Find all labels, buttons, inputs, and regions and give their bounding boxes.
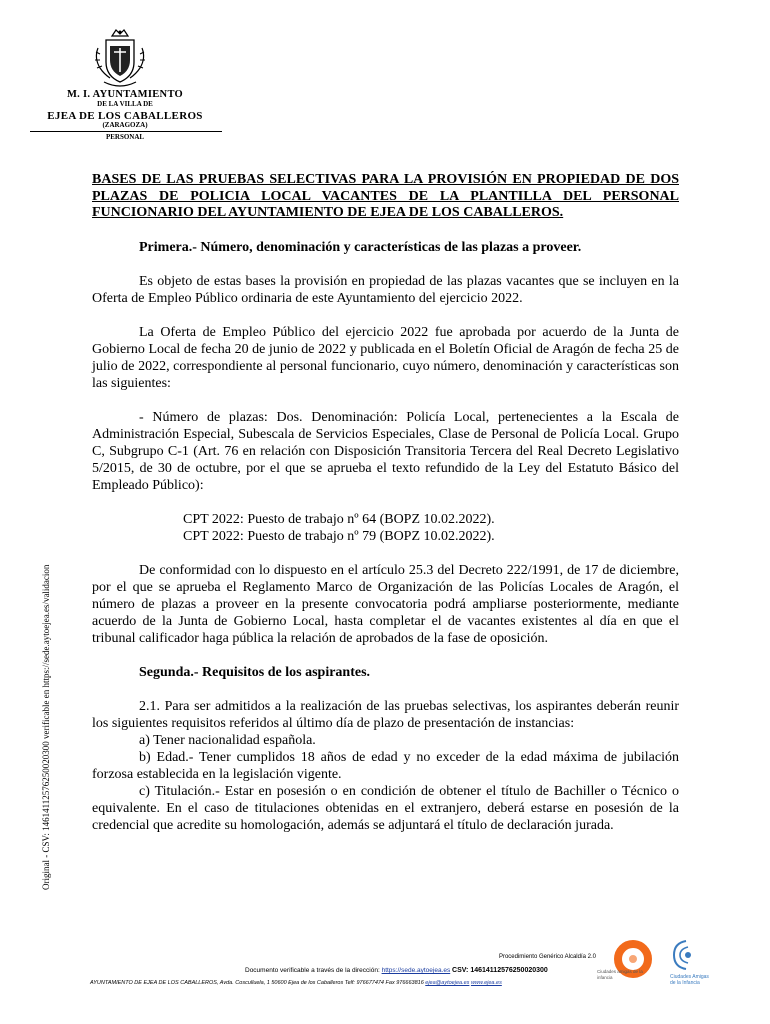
requirement-item: b) Edad.- Tener cumplidos 18 años de edad y no exceder de la edad máxima de jubilación forzosa establecida en la legislación vigente. (92, 749, 679, 782)
paragraph: La Oferta de Empleo Público del ejercicio 2022 fue aprobada por acuerdo de la Junta de Gobierno Local de fecha 20 de junio de 2022 y publicada en el Boletín Oficial de Aragón de fecha 25 de julio de 2022, correspondiente al personal funcionario, cuyo número, denominación y características son las siguientes: (92, 324, 679, 391)
footer-address (90, 980, 502, 986)
logo2-label: Ciudades Amigas de la Infancia (670, 974, 709, 986)
paragraph: Es objeto de estas bases la provisión en propiedad de las plazas vacantes que se incluyen en la Oferta de Empleo Público ordinaria de este Ayuntamiento del ejercicio 2022. (92, 273, 679, 306)
verify-prefix: Documento verificable a través de la dirección: (245, 967, 380, 974)
requirement-item: c) Titulación.- Estar en posesión o en condición de obtener el título de Bachiller o Técnico o equivalente. En el caso de titulaciones obtenidas en el extranjero, deberá estarse en posesión de la credencial que acredite su homologación, además se adjuntará el título de declaración jurada. (92, 783, 679, 833)
section-heading-segunda (92, 664, 679, 681)
address-text: AYUNTAMIENTO DE EJEA DE LOS CABALLEROS, Avda. Cosculluela, 1 50600 Ejea de los Caballeros Telf: 976677474 Fax 976663816 (90, 980, 424, 986)
department-label: PERSONAL (105, 133, 145, 141)
org-name-line1: M. I. AYUNTAMIENTO (66, 89, 184, 100)
logo1-label: Ciudades amigas de la infancia (597, 969, 643, 980)
ciudades-amigas-infancia-logo-icon (668, 937, 702, 973)
verify-link[interactable]: https://sede.aytoejea.es (381, 967, 451, 974)
org-province: (ZARAGOZA) (102, 121, 148, 129)
header-divider (30, 131, 222, 132)
csv-code: CSV: 14614112576250020300 (452, 967, 548, 974)
cpt-entry: CPT 2022: Puesto de trabajo nº 79 (BOPZ 10.02.2022). (183, 528, 495, 544)
org-name-line2: DE LA VILLA DE (97, 100, 153, 108)
csv-verification-sidebar: Original - CSV: 14614112576250020300 verificable en https://sede.aytoejea.es/validacion (41, 564, 51, 890)
org-name-line3: EJEA DE LOS CABALLEROS (47, 110, 203, 122)
paragraph: - Número de plazas: Dos. Denominación: Policía Local, pertenecientes a la Escala de Administración Especial, Subescala de Servicios Especiales, Clase de Personal de Policía Local. Grupo C, Subgrupo C-1 (Art. 76 en relación con Disposición Transitoria Tercera del Real Decreto Legislativo 5/2015, de 30 de octubre, por el que se aprueba el texto refundido de la Ley del Estatuto Básico del Empleado Público): (92, 409, 679, 493)
footer-procedure: Procedimiento Genérico Alcaldía 2.0 (498, 954, 596, 960)
section-heading-primera: Primera.- Número, denominación y características de las plazas a proveer. (139, 239, 582, 255)
web-link[interactable]: www.ejea.es (470, 980, 502, 986)
coat-of-arms-icon (90, 28, 150, 90)
email-link[interactable]: ejea@aytoejea.es (425, 980, 470, 986)
unicef-ciudades-logo-icon (600, 937, 656, 993)
footer-verify (245, 967, 548, 974)
section-title: .- Requisitos de los aspirantes. (190, 664, 371, 680)
section-number: Segunda (139, 664, 191, 680)
document-body (92, 172, 679, 834)
document-title: BASES DE LAS PRUEBAS SELECTIVAS PARA LA PROVISIÓN EN PROPIEDAD DE DOS PLAZAS DE POLICIA LOCAL VACANTES DE LA PLANTILLA DEL PERSONAL FUNCIONARIO DEL AYUNTAMIENTO DE EJEA DE LOS CABALLEROS. (92, 172, 679, 220)
paragraph: De conformidad con lo dispuesto en el artículo 25.3 del Decreto 222/1991, de 17 de diciembre, por el que se aprueba el Reglamento Marco de Organización de las Policías Locales de Aragón, el número de plazas a proveer en la presente convocatoria podrá ampliarse posteriormente, mediante acuerdo de la Junta de Gobierno Local, hasta completar el de vacantes existentes al día en que el tribunal calificador haga pública la relación de aprobados de la fase de oposición. (92, 562, 679, 646)
cpt-entry: CPT 2022: Puesto de trabajo nº 64 (BOPZ 10.02.2022). (183, 511, 495, 527)
requirement-item: a) Tener nacionalidad española. (139, 732, 316, 748)
paragraph: 2.1. Para ser admitidos a la realización de las pruebas selectivas, los aspirantes deberán reunir los siguientes requisitos referidos al último día de plazo de presentación de instancias: (92, 698, 679, 731)
